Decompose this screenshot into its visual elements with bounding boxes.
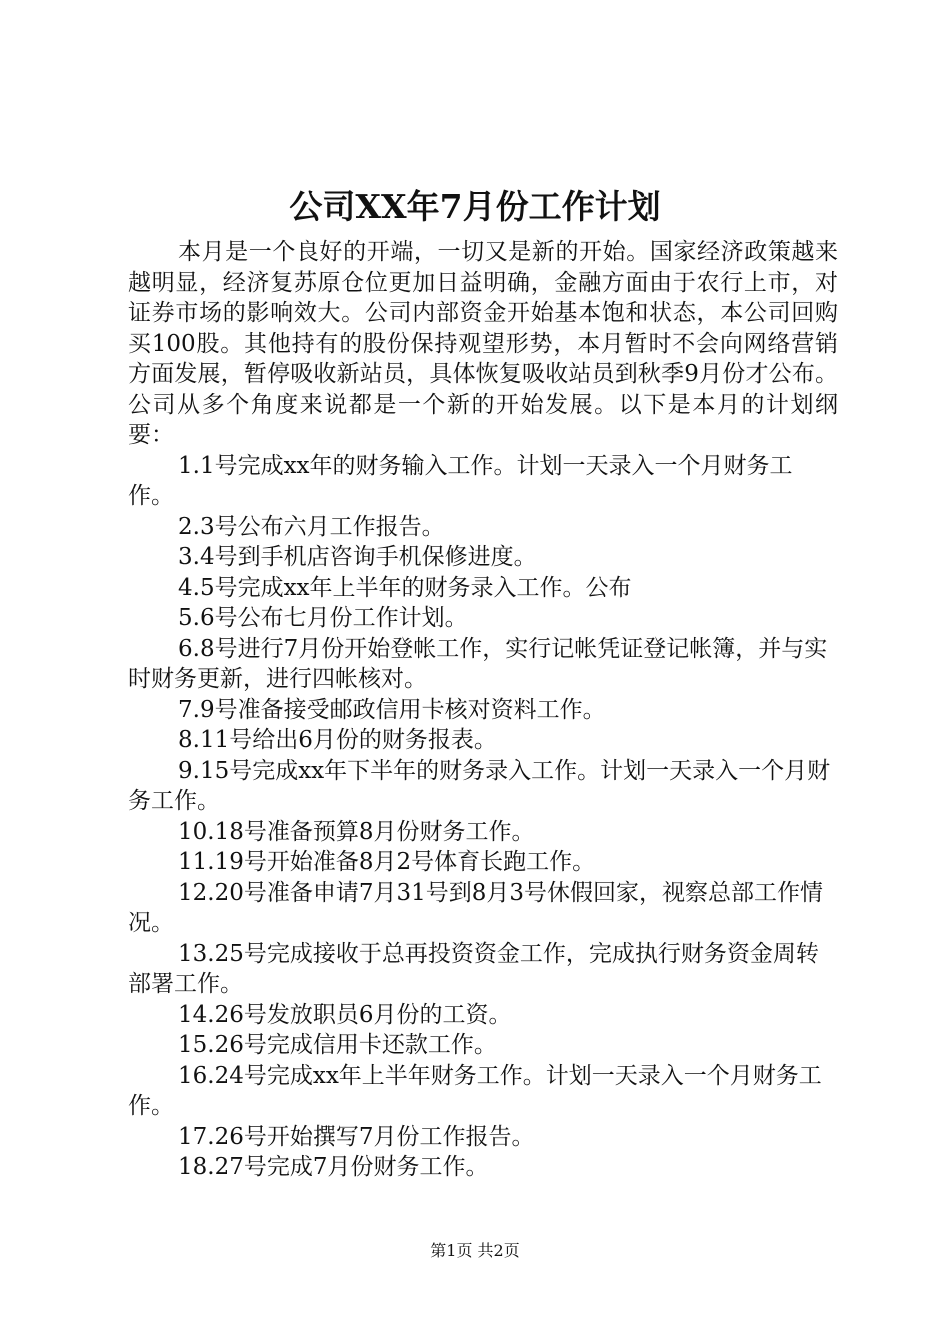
plan-item-6: 6.8号进行7月份开始登帐工作，实行记帐凭证登记帐簿，并与实时财务更新，进行四帐核对。 — [128, 635, 828, 692]
plan-item-14: 14.26号发放职员6月份的工资。 — [178, 1001, 512, 1028]
plan-item-11: 11.19号开始准备8月2号体育长跑工作。 — [178, 849, 596, 875]
plan-item-4: 4.5号完成xx年上半年的财务录入工作。公布 — [178, 574, 632, 601]
plan-item-10: 10.18号准备预算8月份财务工作。 — [178, 818, 535, 845]
plan-item-13: 13.25号完成接收于总再投资资金工作，完成执行财务资金周转部署工作。 — [128, 940, 819, 997]
page-footer: 第1页 共2页 — [430, 1241, 520, 1260]
document-body — [128, 237, 838, 1183]
plan-item-2: 2.3号公布六月工作报告。 — [178, 513, 445, 540]
plan-item-5: 5.6号公布七月份工作计划。 — [178, 605, 468, 631]
plan-item-15: 15.26号完成信用卡还款工作。 — [178, 1032, 497, 1058]
plan-item-12: 12.20号准备申请7月31号到8月3号休假回家，视察总部工作情况。 — [128, 879, 824, 936]
document-title: 公司XX年7月份工作计划 — [289, 187, 661, 226]
plan-item-7: 7.9号准备接受邮政信用卡核对资料工作。 — [178, 696, 606, 723]
plan-item-8: 8.11号给出6月份的财务报表。 — [178, 727, 497, 753]
plan-item-16: 16.24号完成xx年上半年财务工作。计划一天录入一个月财务工作。 — [128, 1062, 822, 1119]
plan-item-17: 17.26号开始撰写7月份工作报告。 — [178, 1123, 535, 1150]
plan-item-1: 1.1号完成xx年的财务输入工作。计划一天录入一个月财务工作。 — [128, 452, 793, 509]
plan-item-3: 3.4号到手机店咨询手机保修进度。 — [178, 544, 537, 570]
plan-item-18: 18.27号完成7月份财务工作。 — [178, 1154, 489, 1180]
intro-paragraph: 本月是一个良好的开端，一切又是新的开始。国家经济政策越来越明显，经济复苏原仓位更加日益明确，金融方面由于农行上市，对证券市场的影响效大。公司内部资金开始基本饱和状态，本公司回购买100股。其他持有的股份保持观望形势，本月暂时不会向网络营销方面发展，暂停吸收新站员，具体恢复吸收站员到秋季9月份才公布。公司从多个角度来说都是一个新的开始发展。以下是本月的计划纲要： — [128, 239, 838, 448]
plan-item-9: 9.15号完成xx年下半年的财务录入工作。计划一天录入一个月财务工作。 — [128, 757, 831, 814]
